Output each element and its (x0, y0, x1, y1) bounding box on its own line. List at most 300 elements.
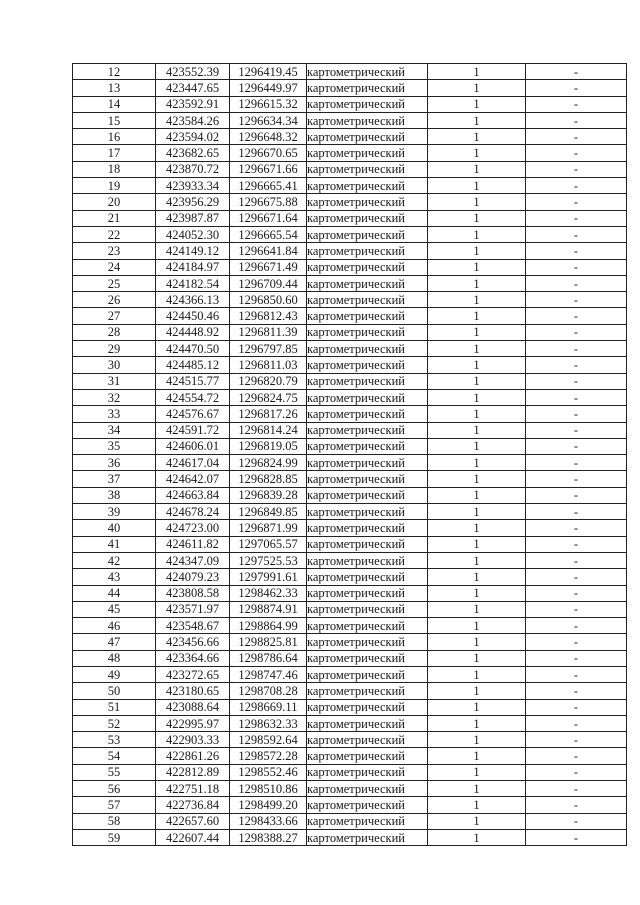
method-cell: картометрический (307, 715, 428, 731)
method-cell: картометрический (307, 438, 428, 454)
point-number-cell: 28 (73, 324, 156, 340)
accuracy-cell: 1 (428, 259, 526, 275)
x-coordinate-cell: 424723.00 (156, 520, 230, 536)
table-row (73, 732, 627, 748)
point-number-cell: 52 (73, 715, 156, 731)
accuracy-cell: 1 (428, 634, 526, 650)
table-row (73, 569, 627, 585)
point-number-cell: 12 (73, 64, 156, 80)
point-number-cell: 53 (73, 732, 156, 748)
x-coordinate-cell: 423808.58 (156, 585, 230, 601)
method-cell: картометрический (307, 243, 428, 259)
accuracy-cell: 1 (428, 96, 526, 112)
table-row (73, 129, 627, 145)
description-cell: - (526, 406, 627, 422)
table-row (73, 292, 627, 308)
y-coordinate-cell: 1296824.75 (230, 389, 307, 405)
accuracy-cell: 1 (428, 210, 526, 226)
x-coordinate-cell: 424617.04 (156, 455, 230, 471)
accuracy-cell: 1 (428, 178, 526, 194)
y-coordinate-cell: 1298708.28 (230, 683, 307, 699)
accuracy-cell: 1 (428, 308, 526, 324)
y-coordinate-cell: 1298433.66 (230, 813, 307, 829)
accuracy-cell: 1 (428, 471, 526, 487)
description-cell: - (526, 520, 627, 536)
table-row (73, 243, 627, 259)
point-number-cell: 34 (73, 422, 156, 438)
y-coordinate-cell: 1296828.85 (230, 471, 307, 487)
description-cell: - (526, 748, 627, 764)
accuracy-cell: 1 (428, 161, 526, 177)
x-coordinate-cell: 422607.44 (156, 829, 230, 845)
description-cell: - (526, 732, 627, 748)
y-coordinate-cell: 1296671.66 (230, 161, 307, 177)
x-coordinate-cell: 424366.13 (156, 292, 230, 308)
accuracy-cell: 1 (428, 813, 526, 829)
table-row (73, 112, 627, 128)
y-coordinate-cell: 1296634.34 (230, 112, 307, 128)
y-coordinate-cell: 1296419.45 (230, 64, 307, 80)
y-coordinate-cell: 1297525.53 (230, 552, 307, 568)
x-coordinate-cell: 422861.26 (156, 748, 230, 764)
y-coordinate-cell: 1296641.84 (230, 243, 307, 259)
description-cell: - (526, 438, 627, 454)
accuracy-cell: 1 (428, 715, 526, 731)
x-coordinate-cell: 423682.65 (156, 145, 230, 161)
description-cell: - (526, 308, 627, 324)
y-coordinate-cell: 1298592.64 (230, 732, 307, 748)
y-coordinate-cell: 1296819.05 (230, 438, 307, 454)
description-cell: - (526, 178, 627, 194)
x-coordinate-cell: 424663.84 (156, 487, 230, 503)
accuracy-cell: 1 (428, 194, 526, 210)
x-coordinate-cell: 423456.66 (156, 634, 230, 650)
table-row (73, 308, 627, 324)
point-number-cell: 51 (73, 699, 156, 715)
accuracy-cell: 1 (428, 243, 526, 259)
y-coordinate-cell: 1298510.86 (230, 781, 307, 797)
method-cell: картометрический (307, 389, 428, 405)
point-number-cell: 31 (73, 373, 156, 389)
description-cell: - (526, 357, 627, 373)
method-cell: картометрический (307, 732, 428, 748)
table-row (73, 438, 627, 454)
x-coordinate-cell: 424678.24 (156, 504, 230, 520)
table-row (73, 324, 627, 340)
description-cell: - (526, 112, 627, 128)
description-cell: - (526, 324, 627, 340)
accuracy-cell: 1 (428, 487, 526, 503)
accuracy-cell: 1 (428, 829, 526, 845)
accuracy-cell: 1 (428, 797, 526, 813)
coordinates-table-body (73, 64, 627, 846)
x-coordinate-cell: 423552.39 (156, 64, 230, 80)
accuracy-cell: 1 (428, 357, 526, 373)
x-coordinate-cell: 423584.26 (156, 112, 230, 128)
point-number-cell: 42 (73, 552, 156, 568)
accuracy-cell: 1 (428, 569, 526, 585)
method-cell: картометрический (307, 585, 428, 601)
y-coordinate-cell: 1296811.39 (230, 324, 307, 340)
accuracy-cell: 1 (428, 683, 526, 699)
x-coordinate-cell: 423088.64 (156, 699, 230, 715)
method-cell: картометрический (307, 422, 428, 438)
x-coordinate-cell: 424052.30 (156, 226, 230, 242)
table-row (73, 504, 627, 520)
description-cell: - (526, 552, 627, 568)
accuracy-cell: 1 (428, 748, 526, 764)
accuracy-cell: 1 (428, 112, 526, 128)
point-number-cell: 39 (73, 504, 156, 520)
point-number-cell: 59 (73, 829, 156, 845)
y-coordinate-cell: 1296671.64 (230, 210, 307, 226)
table-row (73, 618, 627, 634)
description-cell: - (526, 813, 627, 829)
y-coordinate-cell: 1296615.32 (230, 96, 307, 112)
table-row (73, 634, 627, 650)
point-number-cell: 29 (73, 341, 156, 357)
point-number-cell: 24 (73, 259, 156, 275)
description-cell: - (526, 455, 627, 471)
accuracy-cell: 1 (428, 618, 526, 634)
method-cell: картометрический (307, 259, 428, 275)
description-cell: - (526, 683, 627, 699)
point-number-cell: 25 (73, 275, 156, 291)
x-coordinate-cell: 422812.89 (156, 764, 230, 780)
method-cell: картометрический (307, 129, 428, 145)
table-row (73, 829, 627, 845)
table-row (73, 275, 627, 291)
y-coordinate-cell: 1296850.60 (230, 292, 307, 308)
accuracy-cell: 1 (428, 699, 526, 715)
x-coordinate-cell: 423933.34 (156, 178, 230, 194)
table-row (73, 683, 627, 699)
description-cell: - (526, 96, 627, 112)
description-cell: - (526, 259, 627, 275)
method-cell: картометрический (307, 650, 428, 666)
method-cell: картометрический (307, 569, 428, 585)
y-coordinate-cell: 1298572.28 (230, 748, 307, 764)
description-cell: - (526, 471, 627, 487)
method-cell: картометрический (307, 748, 428, 764)
method-cell: картометрический (307, 275, 428, 291)
accuracy-cell: 1 (428, 650, 526, 666)
y-coordinate-cell: 1298874.91 (230, 601, 307, 617)
method-cell: картометрический (307, 601, 428, 617)
y-coordinate-cell: 1297991.61 (230, 569, 307, 585)
y-coordinate-cell: 1296797.85 (230, 341, 307, 357)
description-cell: - (526, 210, 627, 226)
y-coordinate-cell: 1296839.28 (230, 487, 307, 503)
description-cell: - (526, 145, 627, 161)
description-cell: - (526, 601, 627, 617)
point-number-cell: 14 (73, 96, 156, 112)
method-cell: картометрический (307, 226, 428, 242)
x-coordinate-cell: 423956.29 (156, 194, 230, 210)
description-cell: - (526, 487, 627, 503)
accuracy-cell: 1 (428, 64, 526, 80)
description-cell: - (526, 781, 627, 797)
method-cell: картометрический (307, 64, 428, 80)
description-cell: - (526, 764, 627, 780)
point-number-cell: 41 (73, 536, 156, 552)
point-number-cell: 45 (73, 601, 156, 617)
point-number-cell: 33 (73, 406, 156, 422)
table-row (73, 178, 627, 194)
x-coordinate-cell: 423592.91 (156, 96, 230, 112)
table-row (73, 536, 627, 552)
y-coordinate-cell: 1298552.46 (230, 764, 307, 780)
point-number-cell: 54 (73, 748, 156, 764)
accuracy-cell: 1 (428, 764, 526, 780)
point-number-cell: 30 (73, 357, 156, 373)
method-cell: картометрический (307, 471, 428, 487)
y-coordinate-cell: 1296817.26 (230, 406, 307, 422)
y-coordinate-cell: 1296675.88 (230, 194, 307, 210)
method-cell: картометрический (307, 764, 428, 780)
y-coordinate-cell: 1298786.64 (230, 650, 307, 666)
table-row (73, 259, 627, 275)
x-coordinate-cell: 423364.66 (156, 650, 230, 666)
method-cell: картометрический (307, 504, 428, 520)
y-coordinate-cell: 1296871.99 (230, 520, 307, 536)
accuracy-cell: 1 (428, 324, 526, 340)
table-row (73, 210, 627, 226)
accuracy-cell: 1 (428, 406, 526, 422)
y-coordinate-cell: 1298864.99 (230, 618, 307, 634)
y-coordinate-cell: 1296665.41 (230, 178, 307, 194)
x-coordinate-cell: 424149.12 (156, 243, 230, 259)
method-cell: картометрический (307, 357, 428, 373)
table-row (73, 226, 627, 242)
description-cell: - (526, 699, 627, 715)
method-cell: картометрический (307, 552, 428, 568)
x-coordinate-cell: 422903.33 (156, 732, 230, 748)
point-number-cell: 46 (73, 618, 156, 634)
description-cell: - (526, 64, 627, 80)
table-row (73, 389, 627, 405)
method-cell: картометрический (307, 292, 428, 308)
point-number-cell: 13 (73, 80, 156, 96)
method-cell: картометрический (307, 520, 428, 536)
description-cell: - (526, 226, 627, 242)
point-number-cell: 40 (73, 520, 156, 536)
table-row (73, 341, 627, 357)
point-number-cell: 21 (73, 210, 156, 226)
y-coordinate-cell: 1296709.44 (230, 275, 307, 291)
method-cell: картометрический (307, 406, 428, 422)
x-coordinate-cell: 423594.02 (156, 129, 230, 145)
x-coordinate-cell: 424554.72 (156, 389, 230, 405)
point-number-cell: 50 (73, 683, 156, 699)
point-number-cell: 22 (73, 226, 156, 242)
y-coordinate-cell: 1296820.79 (230, 373, 307, 389)
point-number-cell: 43 (73, 569, 156, 585)
y-coordinate-cell: 1296665.54 (230, 226, 307, 242)
accuracy-cell: 1 (428, 275, 526, 291)
method-cell: картометрический (307, 813, 428, 829)
y-coordinate-cell: 1298747.46 (230, 666, 307, 682)
description-cell: - (526, 650, 627, 666)
accuracy-cell: 1 (428, 438, 526, 454)
table-row (73, 373, 627, 389)
x-coordinate-cell: 424606.01 (156, 438, 230, 454)
point-number-cell: 37 (73, 471, 156, 487)
y-coordinate-cell: 1296648.32 (230, 129, 307, 145)
table-row (73, 64, 627, 80)
table-row (73, 552, 627, 568)
point-number-cell: 27 (73, 308, 156, 324)
x-coordinate-cell: 424576.67 (156, 406, 230, 422)
table-row (73, 585, 627, 601)
point-number-cell: 19 (73, 178, 156, 194)
table-row (73, 699, 627, 715)
accuracy-cell: 1 (428, 666, 526, 682)
method-cell: картометрический (307, 96, 428, 112)
y-coordinate-cell: 1298632.33 (230, 715, 307, 731)
coordinates-table (72, 63, 627, 846)
description-cell: - (526, 715, 627, 731)
point-number-cell: 35 (73, 438, 156, 454)
method-cell: картометрический (307, 829, 428, 845)
y-coordinate-cell: 1296849.85 (230, 504, 307, 520)
y-coordinate-cell: 1296811.03 (230, 357, 307, 373)
method-cell: картометрический (307, 178, 428, 194)
description-cell: - (526, 80, 627, 96)
y-coordinate-cell: 1298825.81 (230, 634, 307, 650)
method-cell: картометрический (307, 487, 428, 503)
table-row (73, 406, 627, 422)
description-cell: - (526, 292, 627, 308)
table-row (73, 161, 627, 177)
method-cell: картометрический (307, 210, 428, 226)
point-number-cell: 20 (73, 194, 156, 210)
accuracy-cell: 1 (428, 341, 526, 357)
point-number-cell: 44 (73, 585, 156, 601)
description-cell: - (526, 504, 627, 520)
x-coordinate-cell: 423571.97 (156, 601, 230, 617)
table-row (73, 764, 627, 780)
method-cell: картометрический (307, 324, 428, 340)
table-row (73, 601, 627, 617)
method-cell: картометрический (307, 536, 428, 552)
accuracy-cell: 1 (428, 552, 526, 568)
y-coordinate-cell: 1296671.49 (230, 259, 307, 275)
y-coordinate-cell: 1298462.33 (230, 585, 307, 601)
table-row (73, 666, 627, 682)
x-coordinate-cell: 422995.97 (156, 715, 230, 731)
method-cell: картометрический (307, 341, 428, 357)
x-coordinate-cell: 424485.12 (156, 357, 230, 373)
description-cell: - (526, 373, 627, 389)
description-cell: - (526, 618, 627, 634)
accuracy-cell: 1 (428, 601, 526, 617)
point-number-cell: 32 (73, 389, 156, 405)
y-coordinate-cell: 1296670.65 (230, 145, 307, 161)
method-cell: картометрический (307, 145, 428, 161)
description-cell: - (526, 341, 627, 357)
table-row (73, 455, 627, 471)
x-coordinate-cell: 424347.09 (156, 552, 230, 568)
method-cell: картометрический (307, 683, 428, 699)
description-cell: - (526, 389, 627, 405)
method-cell: картометрический (307, 308, 428, 324)
x-coordinate-cell: 424079.23 (156, 569, 230, 585)
y-coordinate-cell: 1296824.99 (230, 455, 307, 471)
method-cell: картометрический (307, 161, 428, 177)
accuracy-cell: 1 (428, 389, 526, 405)
accuracy-cell: 1 (428, 145, 526, 161)
table-row (73, 781, 627, 797)
point-number-cell: 49 (73, 666, 156, 682)
table-row (73, 797, 627, 813)
accuracy-cell: 1 (428, 292, 526, 308)
x-coordinate-cell: 424182.54 (156, 275, 230, 291)
document-page (72, 63, 627, 846)
table-row (73, 650, 627, 666)
accuracy-cell: 1 (428, 732, 526, 748)
accuracy-cell: 1 (428, 585, 526, 601)
description-cell: - (526, 243, 627, 259)
table-row (73, 748, 627, 764)
method-cell: картометрический (307, 666, 428, 682)
x-coordinate-cell: 424184.97 (156, 259, 230, 275)
description-cell: - (526, 666, 627, 682)
x-coordinate-cell: 424448.92 (156, 324, 230, 340)
point-number-cell: 23 (73, 243, 156, 259)
y-coordinate-cell: 1297065.57 (230, 536, 307, 552)
method-cell: картометрический (307, 797, 428, 813)
y-coordinate-cell: 1298499.20 (230, 797, 307, 813)
table-row (73, 96, 627, 112)
point-number-cell: 56 (73, 781, 156, 797)
description-cell: - (526, 275, 627, 291)
method-cell: картометрический (307, 618, 428, 634)
accuracy-cell: 1 (428, 520, 526, 536)
accuracy-cell: 1 (428, 536, 526, 552)
method-cell: картометрический (307, 373, 428, 389)
point-number-cell: 26 (73, 292, 156, 308)
y-coordinate-cell: 1298669.11 (230, 699, 307, 715)
x-coordinate-cell: 424470.50 (156, 341, 230, 357)
description-cell: - (526, 194, 627, 210)
table-row (73, 487, 627, 503)
method-cell: картометрический (307, 455, 428, 471)
description-cell: - (526, 569, 627, 585)
x-coordinate-cell: 424450.46 (156, 308, 230, 324)
x-coordinate-cell: 423987.87 (156, 210, 230, 226)
accuracy-cell: 1 (428, 226, 526, 242)
point-number-cell: 36 (73, 455, 156, 471)
description-cell: - (526, 161, 627, 177)
table-row (73, 715, 627, 731)
description-cell: - (526, 422, 627, 438)
point-number-cell: 15 (73, 112, 156, 128)
table-row (73, 471, 627, 487)
x-coordinate-cell: 423272.65 (156, 666, 230, 682)
x-coordinate-cell: 423870.72 (156, 161, 230, 177)
table-row (73, 80, 627, 96)
accuracy-cell: 1 (428, 129, 526, 145)
method-cell: картометрический (307, 699, 428, 715)
point-number-cell: 48 (73, 650, 156, 666)
accuracy-cell: 1 (428, 422, 526, 438)
x-coordinate-cell: 424642.07 (156, 471, 230, 487)
point-number-cell: 16 (73, 129, 156, 145)
point-number-cell: 38 (73, 487, 156, 503)
table-row (73, 145, 627, 161)
description-cell: - (526, 585, 627, 601)
